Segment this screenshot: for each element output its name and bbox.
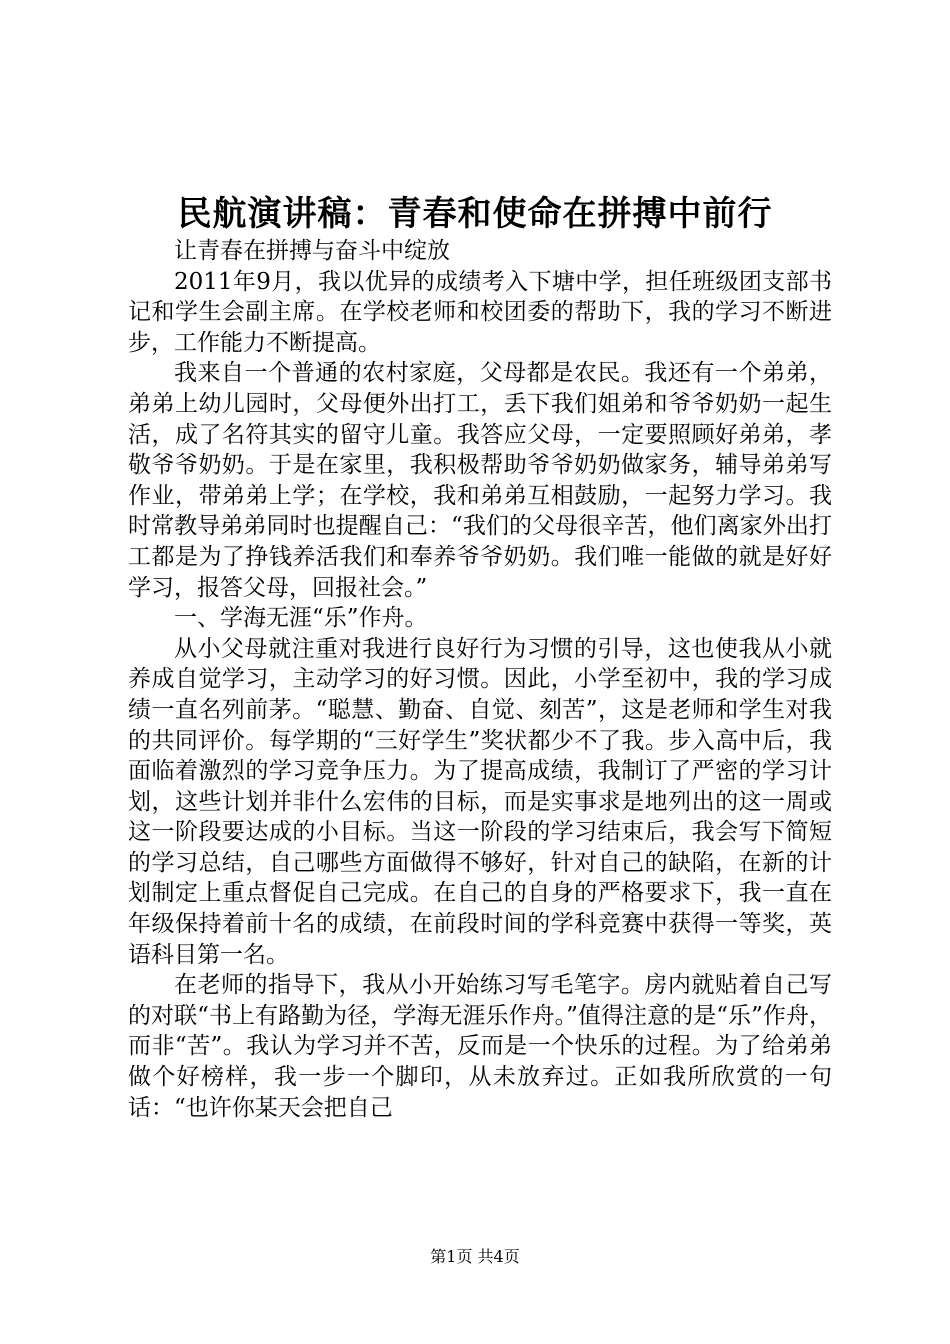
page-number-footer: 第1页 共4页 bbox=[430, 1247, 520, 1266]
body-paragraph: 从小父母就注重对我进行良好行为习惯的引导，这也使我从小就养成自觉学习，主动学习的好习惯。因此，小学至初中，我的学习成绩一直名列前茅。“聪慧、勤奋、自觉、刻苦”，这是老师和学生对我的共同评价。每学期的“三好学生”奖状都少不了我。步入高中后，我面临着激烈的学习竞争压力。为了提高成绩，我制订了严密的学习计划，这些计划并非什么宏伟的目标，而是实事求是地列出的这一周或这一阶段要达成的小目标。当这一阶段的学习结束后，我会写下简短的学习总结，自己哪些方面做得不够好，针对自己的缺陷，在新的计划制定上重点督促自己完成。在自己的自身的严格要求下，我一直在年级保持着前十名的成绩，在前段时间的学科竞赛中获得一等奖，英语科目第一名。 bbox=[128, 635, 832, 968]
body-paragraph: 我来自一个普通的农村家庭，父母都是农民。我还有一个弟弟，弟弟上幼儿园时，父母便外出打工，丢下我们姐弟和爷爷奶奶一起生活，成了名符其实的留守儿童。我答应父母，一定要照顾好弟弟，孝敬爷爷奶奶。于是在家里，我积极帮助爷爷奶奶做家务，辅导弟弟写作业，带弟弟上学；在学校，我和弟弟互相鼓励，一起努力学习。我时常教导弟弟同时也提醒自己：“我们的父母很辛苦，他们离家外出打工都是为了挣钱养活我们和奉养爷爷奶奶。我们唯一能做的就是好好学习，报答父母，回报社会。” bbox=[128, 360, 832, 601]
document-title: 民航演讲稿：青春和使命在拼搏中前行 bbox=[177, 194, 773, 234]
subtitle-paragraph: 让青春在拼搏与奋斗中绽放 bbox=[174, 238, 450, 264]
section-heading: 一、学海无涯“乐”作舟。 bbox=[174, 605, 428, 632]
document-body bbox=[128, 236, 832, 1123]
body-paragraph: 2011年9月，我以优异的成绩考入下塘中学，担任班级团支部书记和学生会副主席。在学校老师和校团委的帮助下，我的学习不断进步，工作能力不断提高。 bbox=[128, 268, 832, 356]
body-paragraph: 在老师的指导下，我从小开始练习写毛笔字。房内就贴着自己写的对联“书上有路勤为径，学海无涯乐作舟。”值得注意的是“乐”作舟，而非“苦”。我认为学习并不苦，反而是一个快乐的过程。为了给弟弟做个好榜样，我一步一个脚印，从未放弃过。正如我所欣赏的一句话：“也许你某天会把自己 bbox=[128, 972, 832, 1121]
